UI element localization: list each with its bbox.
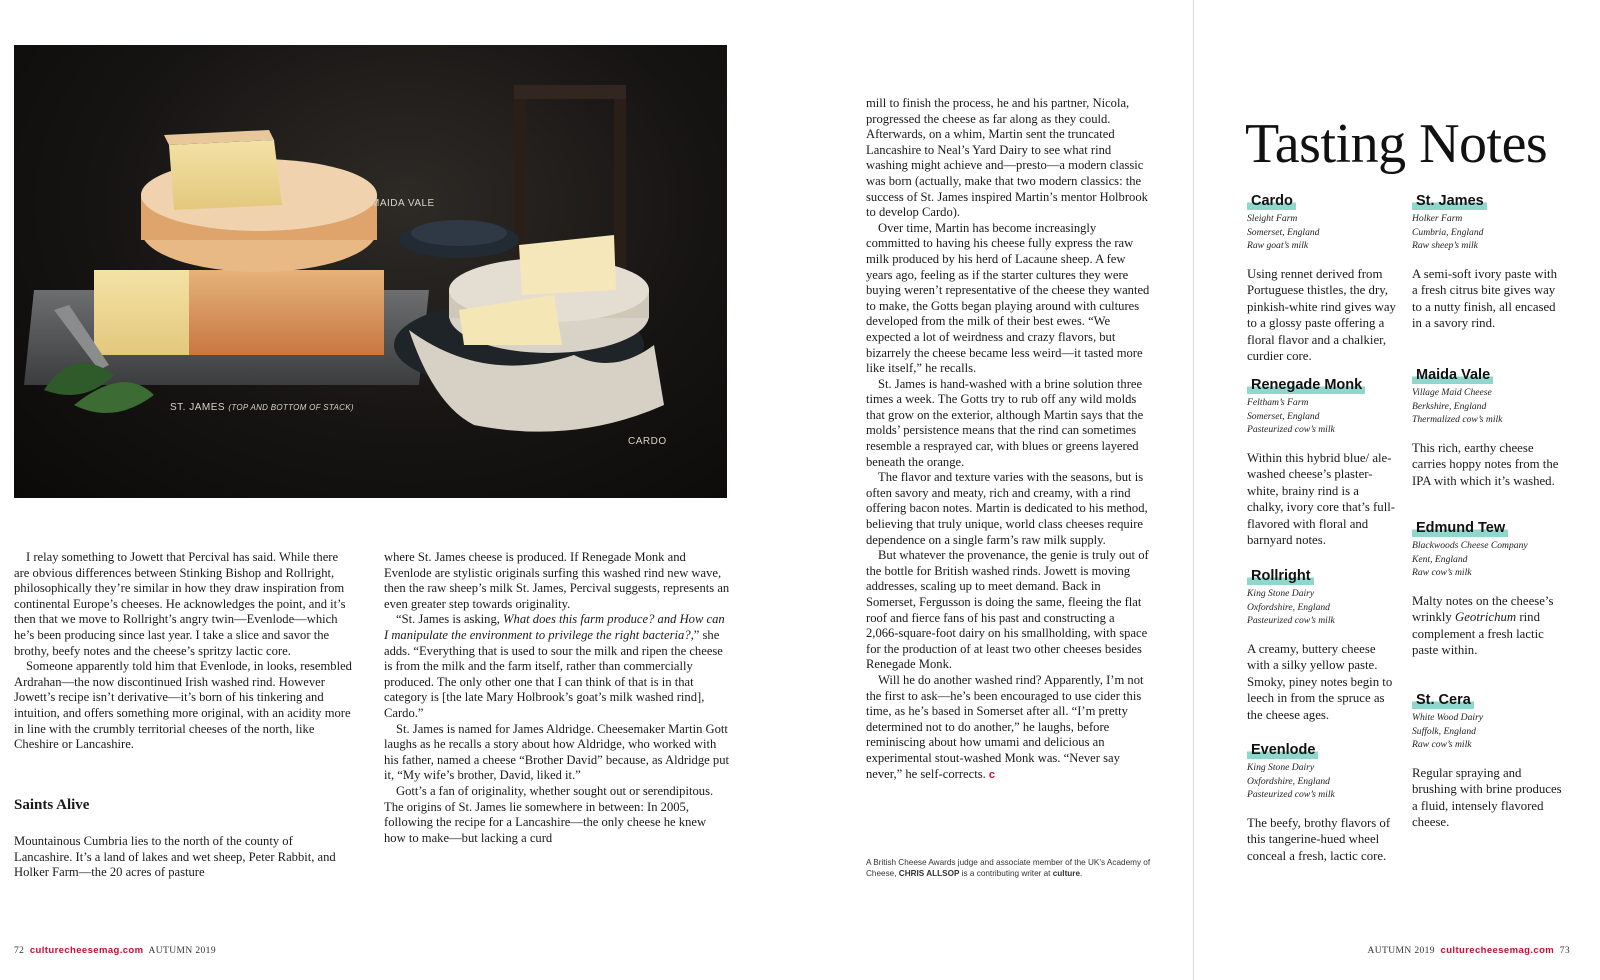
- tasting-note-entry: [1412, 691, 1562, 831]
- issue-label: AUTUMN 2019: [148, 946, 216, 956]
- magazine-name: culture: [1052, 869, 1081, 878]
- cheese-name: St. James: [1412, 193, 1487, 210]
- article-paragraph: Over time, Martin has become increasingly committed to having his cheese fully express the raw milk produced by his herd of Lacaune sheep. A few years ago, feeling as if the starter cultures they were buying weren’t representative of the cheese they wanted to make, the Gotts began playing around with cultures developed from the milk of their best ewes. “We expected a lot of weirdness and crazy flavors, but bizarrely the cheese became less weird—it tasted more like itself,” he recalls.: [866, 220, 1150, 376]
- cheese-description: This rich, earthy cheese carries hoppy notes from the IPA with which it’s washed.: [1412, 440, 1559, 488]
- cheese-name: Renegade Monk: [1247, 377, 1365, 394]
- section-subhead: Saints Alive: [14, 797, 90, 813]
- article-column-1: [14, 550, 354, 753]
- cheese-description: The beefy, brothy flavors of this tangerine-hued wheel conceal a fresh, lactic core.: [1247, 815, 1391, 863]
- cheese-info: King Stone Dairy Oxfordshire, England Pasteurized cow’s milk: [1247, 762, 1335, 800]
- tasting-note-entry: [1412, 366, 1562, 509]
- article-paragraph: Gott’s a fan of originality, whether sought out or serendipitous. The origins of St. James lie somewhere in between: In 2005, following the recipe for a Lancashire—the only cheese he knew how to make—but lacking a curd: [384, 783, 714, 845]
- article-paragraph-quote: “St. James is asking, What does this farm produce? and How can I manipulate the environment to privilege the right bacteria?,” she adds. “Everything that is used to sour the milk and ripen the cheese is from the milk and the farm itself, rather than commercially produced. The only other one that I can think of that is in that category is [the late Mary Holbrook’s goat’s milk washed rind], Cardo.”: [384, 612, 725, 720]
- cheese-description: Within this hybrid blue/ ale-washed cheese’s plaster-white, brainy rind is a chalky, ivory core that’s full-flavored with floral and barnyard notes.: [1247, 450, 1396, 547]
- article-column-2: [384, 550, 730, 846]
- article-paragraph: where St. James cheese is produced. If Renegade Monk and Evenlode are stylistic originals surfing this washed rind new wave, then the raw sheep’s milk St. James, Percival suggests, represents an even greater step towards originality.: [384, 550, 730, 611]
- cheese-info: Blackwoods Cheese Company Kent, England Raw cow’s milk: [1412, 540, 1528, 578]
- author-name: CHRIS ALLSOP: [898, 869, 960, 878]
- site-link[interactable]: culturecheesemag.com: [1440, 945, 1555, 956]
- cheese-illustration: [14, 45, 727, 498]
- photo-label-st-james: [170, 402, 354, 413]
- tasting-note-entry: [1247, 741, 1397, 864]
- article-paragraph-last: Will he do another washed rind? Apparently, I’m not the first to ask—he’s been encouraged to use cider this time, as he’s based in Somerset after all. “I’m pretty determined not to do another,” he laughs, before reminiscing about how umami and delicious an experimental stout-washed Monk was. “Never say never,” he self-corrects. c: [866, 672, 1144, 781]
- tasting-note-entry: [1412, 192, 1562, 356]
- folio-left: [14, 945, 216, 956]
- folio-right: [1367, 945, 1570, 956]
- cheese-info: Village Maid Cheese Berkshire, England Thermalized cow’s milk: [1412, 387, 1503, 425]
- tasting-notes-column-left: [1247, 192, 1397, 874]
- cheese-name: Edmund Tew: [1412, 520, 1508, 537]
- article-paragraph: Mountainous Cumbria lies to the north of the county of Lancashire. It’s a land of lakes and wet sheep, Peter Rabbit, and Holker Farm—the 20 acres of pasture: [14, 834, 336, 880]
- photo-label-maida-vale: MAIDA VALE: [371, 198, 435, 209]
- cheese-name: Evenlode: [1247, 742, 1318, 759]
- tasting-note-entry: [1412, 519, 1562, 681]
- site-link[interactable]: culturecheesemag.com: [29, 945, 144, 956]
- cheese-info: Feltham’s Farm Somerset, England Pasteurized cow’s milk: [1247, 397, 1335, 435]
- cheese-info: Sleight Farm Somerset, England Raw goat’s milk: [1247, 213, 1320, 251]
- article-column-3: [866, 96, 1150, 783]
- tasting-notes-title: Tasting Notes: [1245, 113, 1548, 175]
- cheese-description: Using rennet derived from Portuguese thistles, the dry, pinkish-white rind gives way to a glossy paste offering a floral flavor and a chalkier, curdier core.: [1247, 266, 1396, 363]
- end-mark: c: [988, 768, 996, 781]
- article-paragraph: Someone apparently told him that Evenlode, in looks, resembled Ardrahan—the now discontinued Irish washed rind. However Jowett’s recipe isn’t derivative—it’s born of his tinkering and intuition, and offers something more original, with an acidity more in line with the crumbly territorial cheeses of the north, like Cheshire or Lancashire.: [14, 659, 352, 752]
- tasting-note-entry: [1247, 567, 1397, 731]
- article-paragraph: St. James is named for James Aldridge. Cheesemaker Martin Gott laughs as he recalls a story about how Aldridge, who worked with his father, named a cheese “Brother David” because, as Aldridge put it, “My wife’s brother, David, liked it.”: [384, 721, 729, 783]
- issue-label: AUTUMN 2019: [1367, 946, 1435, 956]
- article-paragraph: mill to finish the process, he and his partner, Nicola, progressed the cheese as far along as they could. Afterwards, on a whim, Martin sent the truncated Lancashire to Neal’s Yard Dairy to see what rind washing might achieve and—presto—a modern classic was born (actually, make that two modern classics: the success of St. James inspired Martin’s mentor Holbrook to develop Cardo).: [866, 96, 1148, 220]
- cheese-name: St. Cera: [1412, 692, 1474, 709]
- article-paragraph: But whatever the provenance, the genie is truly out of the bottle for British washed rinds. Jowett is moving addresses, scaling up to meet demand. Back in Somerset, Fergusson is doing the same, fleeing the flat roof and fierce fans of his past and constructing a 2,066-square-foot dairy on his smallholding, with space for the production of at least two other cheeses besides Renegade Monk.: [866, 548, 1149, 672]
- tasting-note-entry: [1247, 376, 1397, 557]
- cheese-info: Holker Farm Cumbria, England Raw sheep’s milk: [1412, 213, 1484, 251]
- photo-label-cardo: CARDO: [628, 436, 667, 447]
- photo-label-st-james-note: (TOP AND BOTTOM OF STACK): [228, 403, 354, 412]
- page-number: 73: [1559, 946, 1570, 956]
- italic-question: What does this farm produce? and How can I manipulate the environment to privilege the right bacteria?,: [384, 612, 725, 642]
- italic-term: Geotrichum: [1455, 610, 1517, 624]
- cheese-description: Regular spraying and brushing with brine produces a fluid, intensely flavored cheese.: [1412, 765, 1562, 829]
- cheese-photo: [14, 45, 727, 498]
- cheese-name: Rollright: [1247, 568, 1314, 585]
- tasting-note-entry: [1247, 192, 1397, 366]
- tasting-notes-column-right: [1412, 192, 1562, 841]
- cheese-name: Cardo: [1247, 193, 1296, 210]
- cheese-info: White Wood Dairy Suffolk, England Raw cow’s milk: [1412, 712, 1484, 750]
- article-paragraph: The flavor and texture varies with the seasons, but is often savory and meaty, rich and creamy, with a rind offering bacon notes. Martin is dedicated to his method, believing that truly unique, world class cheeses require dependence on a single farm’s raw milk supply.: [866, 470, 1148, 547]
- cheese-description: A semi-soft ivory paste with a fresh citrus bite gives way to a nutty finish, all encased in a savory rind.: [1412, 266, 1558, 330]
- cheese-info: King Stone Dairy Oxfordshire, England Pasteurized cow’s milk: [1247, 588, 1335, 626]
- article-paragraph: I relay something to Jowett that Percival has said. While there are obvious differences between Stinking Bishop and Rollright, philosophically they’re similar in how they draw inspiration from continental Europe’s cheeses. He acknowledges the point, and it’s then that we move to Rollright’s angry twin—Evenlode—which he’s been producing since last year. I take a slice and savor the brothy, beefy notes and the cheese’s spritzy lactic core.: [14, 550, 346, 658]
- cheese-name: Maida Vale: [1412, 367, 1493, 384]
- article-column-1-continued: [14, 834, 354, 881]
- author-bio: A British Cheese Awards judge and associate member of the UK’s Academy of Cheese, CHRIS ALLSOP is a contributing writer at culture.: [866, 858, 1151, 878]
- cheese-description: A creamy, buttery cheese with a silky yellow paste. Smoky, piney notes begin to leech in from the spruce as the cheese ages.: [1247, 641, 1393, 722]
- page-number: 72: [14, 946, 25, 956]
- photo-label-st-james-name: ST. JAMES: [170, 402, 226, 413]
- article-paragraph: St. James is hand-washed with a brine solution three times a week. The Gotts try to rub off any wild molds that grow on the exterior, although Martin says that the molds’ persistence means that the rind can sometimes resemble a resprayed car, with blues or greens layered beneath the orange.: [866, 376, 1144, 469]
- page-gutter: [1193, 0, 1194, 980]
- cheese-description: Malty notes on the cheese’s wrinkly Geotrichum rind complement a fresh lactic paste within.: [1412, 593, 1554, 657]
